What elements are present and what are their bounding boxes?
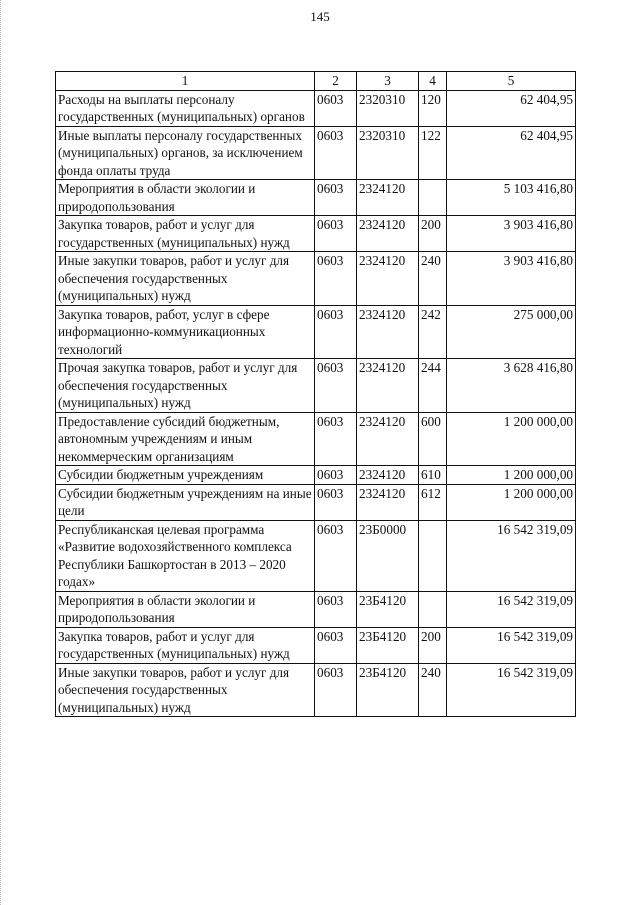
- row-name: Прочая закупка товаров, работ и услуг для обеспечения государственных (муниципальных) нужд: [56, 359, 315, 413]
- row-name: Закупка товаров, работ, услуг в сфере информационно-коммуникационных технологий: [56, 305, 315, 359]
- row-target: 2320310: [357, 90, 419, 126]
- row-type: 122: [419, 126, 447, 180]
- row-target: 2324120: [357, 216, 419, 252]
- table-row: [56, 126, 576, 180]
- row-type: 242: [419, 305, 447, 359]
- row-name: Иные закупки товаров, работ и услуг для обеспечения государственных (муниципальных) нужд: [56, 663, 315, 717]
- table-row: [56, 252, 576, 306]
- table-row: [56, 180, 576, 216]
- row-section: 0603: [315, 216, 357, 252]
- row-amount: 3 903 416,80: [447, 252, 576, 306]
- row-name: Иные выплаты персоналу государственных (муниципальных) органов, за исключением фонда оплаты труда: [56, 126, 315, 180]
- row-type: 200: [419, 216, 447, 252]
- table-row: [56, 412, 576, 466]
- row-type: 600: [419, 412, 447, 466]
- row-type: 244: [419, 359, 447, 413]
- row-type: 240: [419, 252, 447, 306]
- row-target: 2324120: [357, 180, 419, 216]
- page-number: 145: [310, 9, 330, 24]
- header-row: [56, 72, 576, 91]
- scan-edge: [0, 0, 5, 905]
- row-name: Иные закупки товаров, работ и услуг для обеспечения государственных (муниципальных) нужд: [56, 252, 315, 306]
- header-cell-target: 3: [357, 72, 419, 91]
- row-amount: 16 542 319,09: [447, 663, 576, 717]
- table-row: [56, 216, 576, 252]
- row-name: Закупка товаров, работ и услуг для государственных (муниципальных) нужд: [56, 627, 315, 663]
- row-type: 200: [419, 627, 447, 663]
- row-name: Мероприятия в области экологии и природопользования: [56, 591, 315, 627]
- table-row: [56, 663, 576, 717]
- header-cell-name: 1: [56, 72, 315, 91]
- row-type: [419, 520, 447, 591]
- row-name: Расходы на выплаты персоналу государственных (муниципальных) органов: [56, 90, 315, 126]
- row-section: 0603: [315, 359, 357, 413]
- row-target: 2324120: [357, 466, 419, 485]
- table-row: [56, 359, 576, 413]
- row-amount: 275 000,00: [447, 305, 576, 359]
- row-name: Закупка товаров, работ и услуг для государственных (муниципальных) нужд: [56, 216, 315, 252]
- row-name: Субсидии бюджетным учреждениям: [56, 466, 315, 485]
- row-name: Мероприятия в области экологии и природопользования: [56, 180, 315, 216]
- row-amount: 16 542 319,09: [447, 627, 576, 663]
- row-section: 0603: [315, 663, 357, 717]
- row-target: 23Б4120: [357, 663, 419, 717]
- table-row: [56, 591, 576, 627]
- table-row: [56, 305, 576, 359]
- table-row: [56, 627, 576, 663]
- row-name: Республиканская целевая программа «Развитие водохозяйственного комплекса Республики Башкортостан в 2013 – 2020 годах»: [56, 520, 315, 591]
- table-row: [56, 484, 576, 520]
- row-type: 120: [419, 90, 447, 126]
- row-target: 2324120: [357, 359, 419, 413]
- table-body: [56, 90, 576, 717]
- row-target: 2324120: [357, 484, 419, 520]
- row-type: 240: [419, 663, 447, 717]
- header-cell-amount: 5: [447, 72, 576, 91]
- row-amount: 62 404,95: [447, 90, 576, 126]
- row-amount: 62 404,95: [447, 126, 576, 180]
- row-amount: 1 200 000,00: [447, 484, 576, 520]
- budget-table: [55, 71, 576, 717]
- row-amount: 1 200 000,00: [447, 412, 576, 466]
- row-amount: 16 542 319,09: [447, 591, 576, 627]
- row-section: 0603: [315, 126, 357, 180]
- row-section: 0603: [315, 627, 357, 663]
- row-amount: 3 628 416,80: [447, 359, 576, 413]
- row-amount: 3 903 416,80: [447, 216, 576, 252]
- row-section: 0603: [315, 90, 357, 126]
- row-target: 23Б4120: [357, 591, 419, 627]
- table-row: [56, 90, 576, 126]
- row-section: 0603: [315, 305, 357, 359]
- row-amount: 1 200 000,00: [447, 466, 576, 485]
- row-name: Субсидии бюджетным учреждениям на иные цели: [56, 484, 315, 520]
- row-section: 0603: [315, 252, 357, 306]
- row-type: [419, 591, 447, 627]
- row-target: 2324120: [357, 252, 419, 306]
- row-target: 2320310: [357, 126, 419, 180]
- row-type: 612: [419, 484, 447, 520]
- row-section: 0603: [315, 484, 357, 520]
- row-target: 23Б0000: [357, 520, 419, 591]
- row-name: Предоставление субсидий бюджетным, автономным учреждениям и иным некоммерческим организациям: [56, 412, 315, 466]
- row-section: 0603: [315, 180, 357, 216]
- row-section: 0603: [315, 466, 357, 485]
- header-cell-section: 2: [315, 72, 357, 91]
- row-section: 0603: [315, 412, 357, 466]
- row-type: [419, 180, 447, 216]
- row-target: 23Б4120: [357, 627, 419, 663]
- row-type: 610: [419, 466, 447, 485]
- row-amount: 5 103 416,80: [447, 180, 576, 216]
- row-target: 2324120: [357, 412, 419, 466]
- row-amount: 16 542 319,09: [447, 520, 576, 591]
- table-row: [56, 520, 576, 591]
- row-target: 2324120: [357, 305, 419, 359]
- row-section: 0603: [315, 520, 357, 591]
- row-section: 0603: [315, 591, 357, 627]
- header-cell-type: 4: [419, 72, 447, 91]
- table-row: [56, 466, 576, 485]
